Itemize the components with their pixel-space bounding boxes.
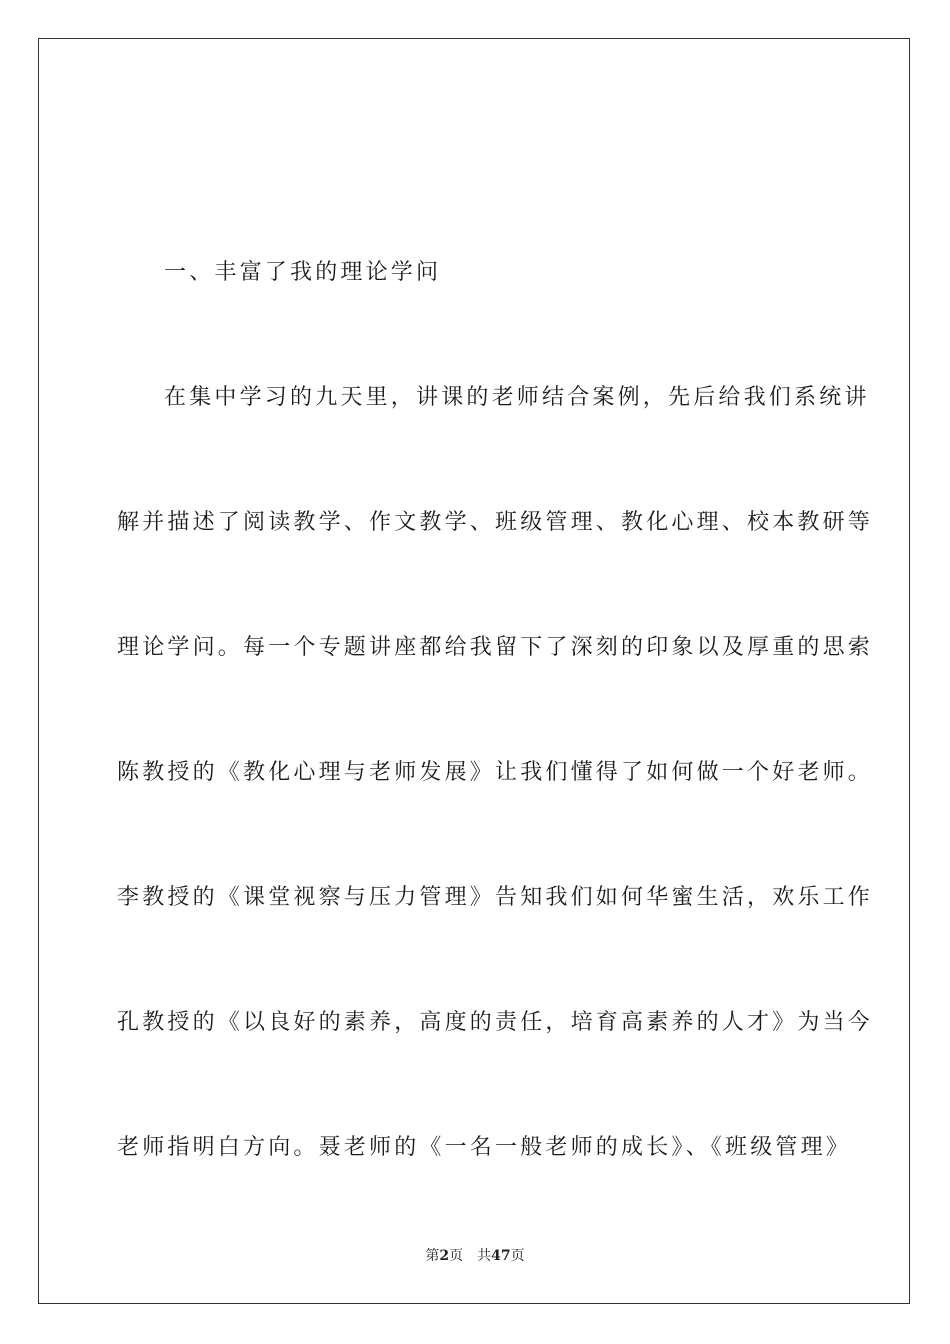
section-heading: 一、丰富了我的理论学问 <box>164 260 442 285</box>
paragraph-line: 在集中学习的九天里，讲课的老师结合案例，先后给我们系统讲 <box>164 385 870 410</box>
paragraph-line: 陈教授的《教化心理与老师发展》让我们懂得了如何做一个好老师。 <box>117 760 874 785</box>
total-prefix: 共 <box>477 1248 492 1264</box>
paragraph-line: 孔教授的《以良好的素养，高度的责任，培育高素养的人才》为当今 <box>117 1010 874 1035</box>
total-pages: 47 <box>491 1248 511 1264</box>
page-footer <box>0 1247 950 1265</box>
paragraph-line: 理论学问。每一个专题讲座都给我留下了深刻的印象以及厚重的思索 <box>117 635 874 660</box>
paragraph-line: 解并描述了阅读教学、作文教学、班级管理、教化心理、校本教研等 <box>117 510 874 535</box>
page-prefix: 第 <box>425 1248 440 1264</box>
page-border <box>38 38 910 1304</box>
page-suffix: 页 <box>449 1248 464 1264</box>
page-number: 2 <box>439 1248 450 1264</box>
paragraph-line: 李教授的《课堂视察与压力管理》告知我们如何华蜜生活，欢乐工作 <box>117 885 874 910</box>
total-suffix: 页 <box>510 1248 525 1264</box>
paragraph-line: 老师指明白方向。聂老师的《一名一般老师的成长》、《班级管理》 <box>117 1135 852 1160</box>
